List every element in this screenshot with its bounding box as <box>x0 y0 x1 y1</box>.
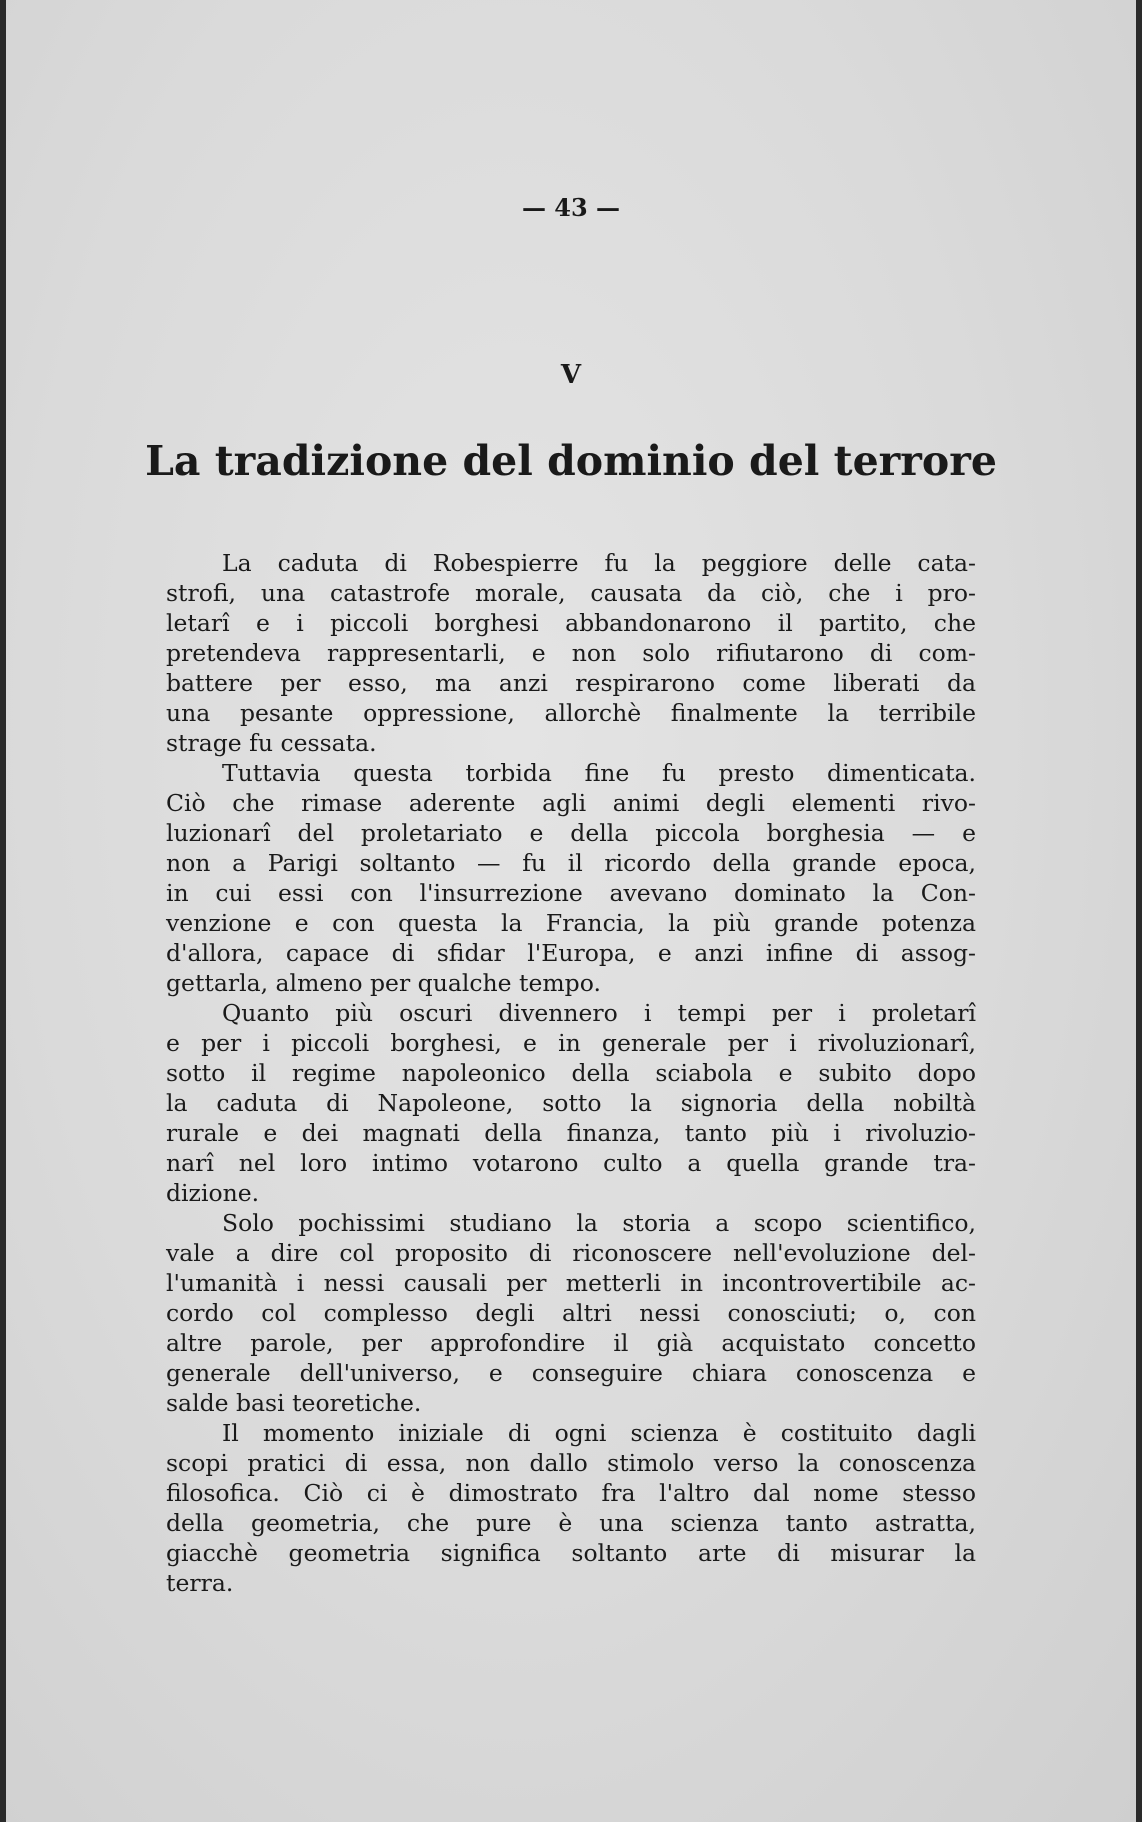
text-line: battere per esso, ma anzi respirarono come liberati da <box>166 669 976 697</box>
text-line: dizione. <box>166 1179 260 1207</box>
text-line: strage fu cessata. <box>166 729 377 757</box>
text-line: venzione e con questa la Francia, la più grande potenza <box>166 909 976 937</box>
text-line: letarî e i piccoli borghesi abbandonarono il partito, che <box>166 609 976 637</box>
text-line: strofi, una catastrofe morale, causata da ciò, che i pro- <box>166 579 976 607</box>
text-line: Solo pochissimi studiano la storia a scopo scientifico, <box>222 1209 976 1237</box>
text-line: in cui essi con l'insurrezione avevano dominato la Con- <box>166 879 976 907</box>
page-number: — 43 — <box>521 193 621 222</box>
text-line: l'umanità i nessi causali per metterli in incontrovertibile ac- <box>166 1269 976 1297</box>
text-line: filosofica. Ciò ci è dimostrato fra l'altro dal nome stesso <box>166 1479 976 1507</box>
text-line: altre parole, per approfondire il già acquistato concetto <box>166 1329 976 1357</box>
text-line: d'allora, capace di sfidar l'Europa, e anzi infine di assog- <box>166 939 976 967</box>
text-line: generale dell'universo, e conseguire chiara conoscenza e <box>166 1359 976 1387</box>
text-line: non a Parigi soltanto — fu il ricordo della grande epoca, <box>166 849 976 877</box>
text-line: Ciò che rimase aderente agli animi degli elementi rivo- <box>166 789 976 817</box>
book-page <box>6 0 1136 1822</box>
text-line: giacchè geometria significa soltanto arte di misurar la <box>166 1539 976 1567</box>
text-line: pretendeva rappresentarli, e non solo rifiutarono di com- <box>166 639 976 667</box>
text-line: Tuttavia questa torbida fine fu presto dimenticata. <box>222 759 976 787</box>
text-line: scopi pratici di essa, non dallo stimolo verso la conoscenza <box>166 1449 976 1477</box>
text-line: della geometria, che pure è una scienza tanto astratta, <box>166 1509 976 1537</box>
text-line: La caduta di Robespierre fu la peggiore delle cata- <box>222 549 976 577</box>
text-line: gettarla, almeno per qualche tempo. <box>166 969 601 997</box>
text-line: cordo col complesso degli altri nessi conosciuti; o, con <box>166 1299 976 1327</box>
text-line: rurale e dei magnati della finanza, tanto più i rivoluzio- <box>166 1119 976 1147</box>
text-line: salde basi teoretiche. <box>166 1389 422 1417</box>
text-line: terra. <box>166 1569 234 1597</box>
text-line: la caduta di Napoleone, sotto la signoria della nobiltà <box>166 1089 976 1117</box>
text-line: sotto il regime napoleonico della sciabola e subito dopo <box>166 1059 976 1087</box>
text-line: narî nel loro intimo votarono culto a quella grande tra- <box>166 1149 976 1177</box>
chapter-numeral: V <box>560 360 582 390</box>
text-line: Il momento iniziale di ogni scienza è costituito dagli <box>222 1419 976 1447</box>
text-line: vale a dire col proposito di riconoscere nell'evoluzione del- <box>166 1239 976 1267</box>
body-text <box>166 548 976 1598</box>
text-line: una pesante oppressione, allorchè finalmente la terribile <box>166 699 976 727</box>
chapter-title: La tradizione del dominio del terrore <box>145 437 997 485</box>
text-line: luzionarî del proletariato e della piccola borghesia — e <box>166 819 976 847</box>
text-line: Quanto più oscuri divennero i tempi per i proletarî <box>222 999 976 1027</box>
text-line: e per i piccoli borghesi, e in generale per i rivoluzionarî, <box>166 1029 976 1057</box>
